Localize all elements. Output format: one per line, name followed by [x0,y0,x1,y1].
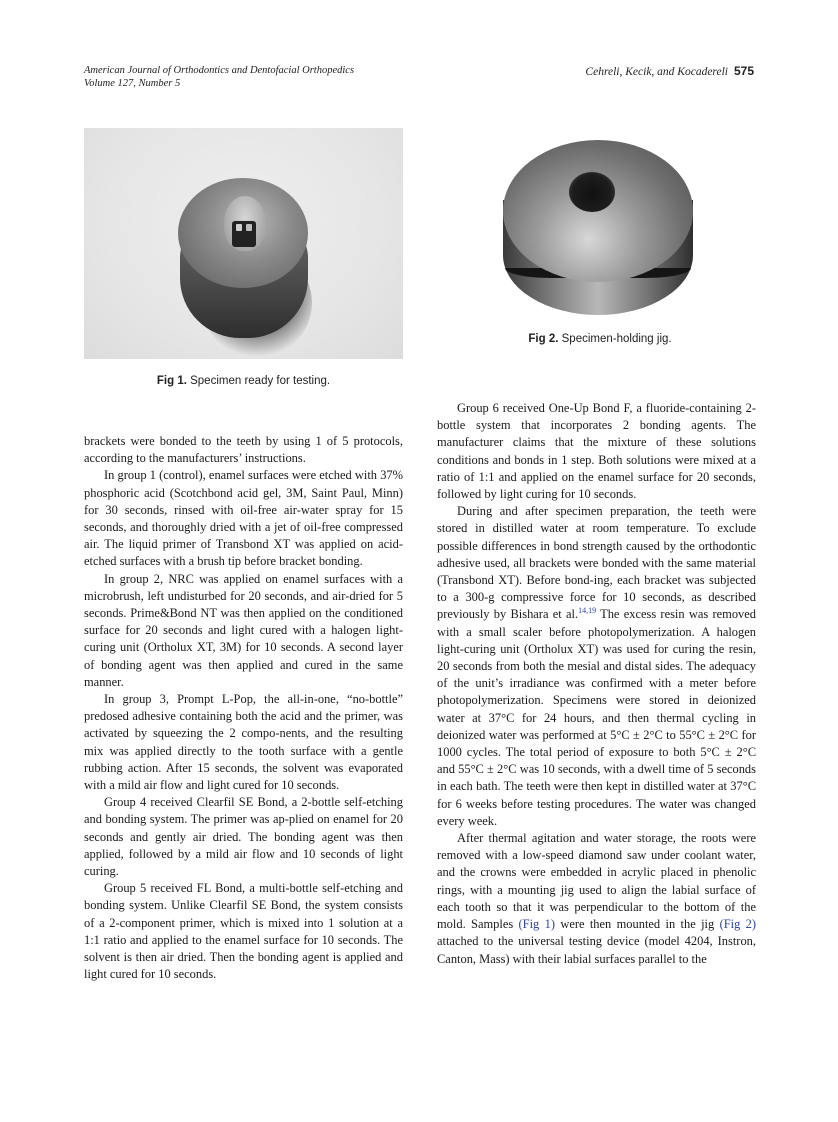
left-column [84,433,403,984]
jig-hole [569,172,615,212]
paragraph-mounting [437,830,756,968]
running-header-right [585,64,754,78]
journal-title: American Journal of Orthodontics and Dentofacial Orthopedics [84,65,355,76]
figure-2-jig-photo [503,140,693,318]
figure-1-label: Fig 1. [156,375,187,387]
paragraph-group-2: In group 2, NRC was applied on enamel surfaces with a microbrush, left undisturbed for 20 seconds, and air-dried for 5 seconds. Prime&Bond NT was then applied on the conditioned surface for 20 seconds and light cured with a halogen light-curing unit (Ortholux XT, 3M) for 10 seconds. A second layer of bonding agent was then applied and cured in the same manner. [84,571,403,689]
page-number: 575 [733,64,754,78]
figure-1-caption [84,375,403,387]
paragraph: brackets were bonded to the teeth by using 1 of 5 protocols, according to the manufacturers’ instructions. [84,434,403,466]
text-run: were then mounted in the jig [554,917,720,932]
paragraph-group-5: Group 5 received FL Bond, a multi-bottle self-etching and bonding system. Unlike Clearfil SE Bond, the system consists of a 2-component primer, which is mixed into 1 solution at a 1:1 ratio and applied to the enamel surface for 10 seconds. The solvent is then air dried. Then the bonding agent is applied and light cured for 10 seconds. [84,881,403,982]
paragraph-group-6: Group 6 received One-Up Bond F, a fluoride-containing 2-bottle system that incorporates 2 bonding agents. The manufacturer claims that the mixture of these solutions conditions and bonds in 1 step. Both solutions were mixed at a ratio of 1:1 and applied on the enamel surface for 20 seconds, followed by light curing for 10 seconds. [437,401,756,502]
figure-2-caption-text: Specimen-holding jig. [561,333,672,345]
text-run: During and after specimen preparation, the teeth were stored in distilled water at room temperature. To exclude possible differences in bond strength caused by the orthodontic adhesive used, all brackets were bonded with the same material (Transbond XT). Before bond-ing, each bracket was subjected to a 300-g compressive force for 10 seconds, as described previously by Bishara et al. [437,504,756,622]
figure-2-label: Fig 2. [528,333,559,345]
journal-volume: Volume 127, Number 5 [84,78,181,89]
paragraph-group-3: In group 3, Prompt L-Pop, the all-in-one, “no-bottle” predosed adhesive containing both the acid and the primer, was activated by squeezing the 2 compo-nents, and the resulting mix was applied directly to the tooth surface with a gentle rubbing action. After 15 seconds, the solvent was evaporated with a mild air flow and light cured for 10 seconds. [84,692,403,793]
figure-2-link[interactable]: (Fig 2) [719,917,757,932]
text-run: The excess resin was removed with a small scaler before photopolymerization. A halogen light-curing unit (Ortholux XT) was used for curing the resin, 20 seconds from both the mesial and distal sides. The adequacy of the unit’s irradiance was confirmed with a meter before photopolymerization. Specimens were stored in deionized water at 37°C for 24 hours, and then thermal cycling in deionized water was performed at 5°C ± 2°C to 55°C ± 2°C for 1000 cycles. The total period of exposure to both 5°C ± 2°C and 55°C ± 2°C was 10 seconds, with a dwell time of 5 seconds in each bath. The teeth were then kept in distilled water at 37°C for 6 weeks before testing procedures. The water was changed every week. [437,607,756,828]
citation-link[interactable]: 14,19 [578,606,597,616]
figure-1-link[interactable]: (Fig 1) [518,917,555,932]
paragraph-group-1: In group 1 (control), enamel surfaces were etched with 37% phosphoric acid (Scotchbond acid gel, 3M, Saint Paul, Minn) for 30 seconds, rinsed with oil-free air-water spray for 15 seconds, and thoroughly dried with a jet of oil-free compressed air. The liquid primer of Transbond XT was applied on acid-etched surfaces with a brush tip before bracket bonding. [84,468,403,569]
header-authors: Cehreli, Kecik, and Kocadereli [585,66,728,78]
figure-1-specimen-photo [84,128,403,359]
paragraph-storage [437,503,756,830]
figure-1-caption-text: Specimen ready for testing. [190,375,331,387]
text-run: After thermal agitation and water storage, the roots were removed with a low-speed diamond saw under coolant water, and the crowns were embedded in acrylic placed in phenolic rings, with a mounting jig used to align the labial surface of each tooth so that it was perpendicular to the bottom of the mold. Samples [437,831,756,932]
running-header-left [84,64,354,90]
right-column [437,400,756,968]
bracket-icon [232,221,256,247]
paragraph-group-4: Group 4 received Clearfil SE Bond, a 2-bottle self-etching and bonding system. The primer was ap-plied on enamel for 20 seconds and gently air dried. The bonding agent was then applied, followed by a mild air flow and 10 seconds of light curing. [84,795,403,879]
text-run: attached to the universal testing device (model 4204, Instron, Canton, Mass) with their labial surfaces parallel to the [437,934,756,966]
figure-2-caption [470,333,730,345]
